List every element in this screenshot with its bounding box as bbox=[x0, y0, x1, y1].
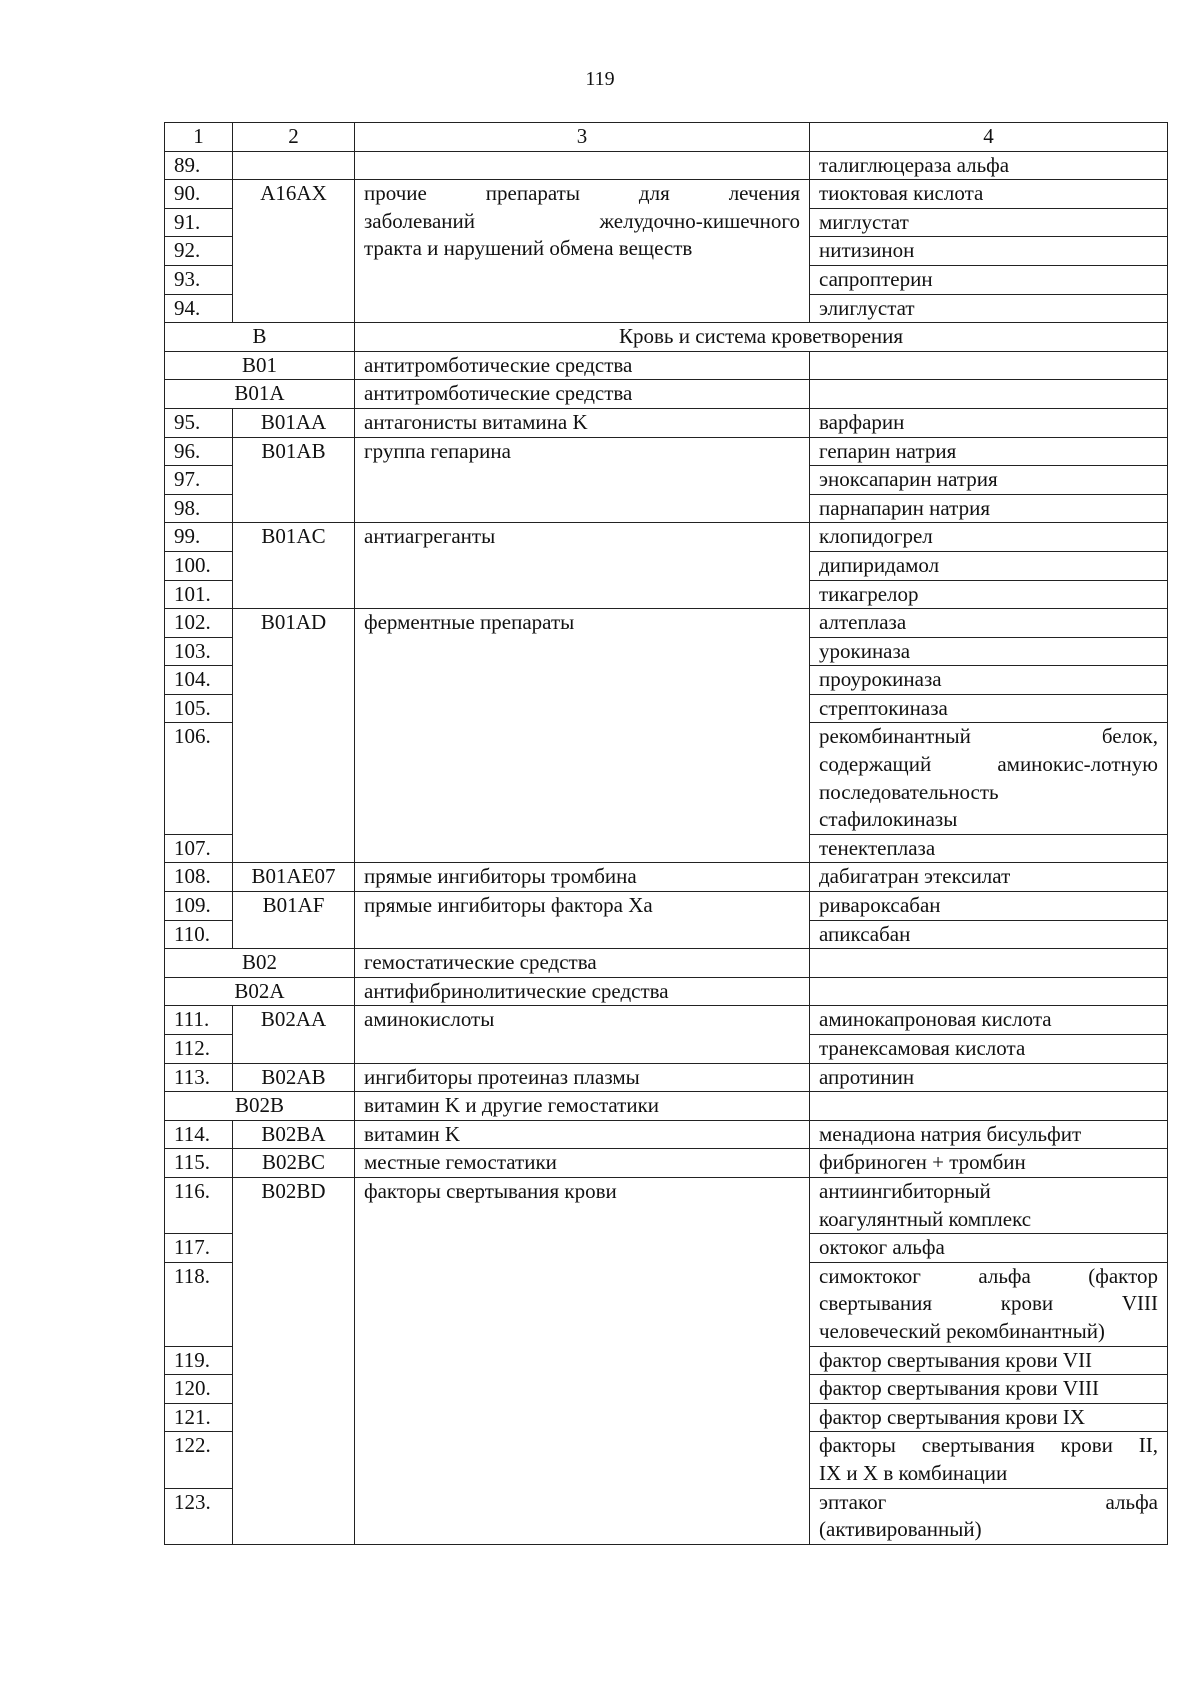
drug-name: эноксапарин натрия bbox=[810, 466, 1168, 495]
col-header-1: 1 bbox=[165, 123, 233, 152]
drug-name: фактор свертывания крови VIII bbox=[810, 1375, 1168, 1404]
row-number: 112. bbox=[165, 1035, 233, 1064]
drug-name: транексамовая кислота bbox=[810, 1035, 1168, 1064]
drug-name-line: последовательность bbox=[819, 779, 999, 804]
table-row bbox=[165, 1063, 1168, 1092]
drug-name: нитизинон bbox=[810, 237, 1168, 266]
drug-name: фибриноген + тромбин bbox=[810, 1149, 1168, 1178]
table-row bbox=[165, 180, 1168, 209]
group-row bbox=[165, 977, 1168, 1006]
group-description-line: заболеваний желудочно-кишечного bbox=[364, 208, 800, 233]
table-row bbox=[165, 437, 1168, 466]
atc-code: B02B bbox=[165, 1092, 355, 1121]
row-number: 115. bbox=[165, 1149, 233, 1178]
drug-name: талиглюцераза альфа bbox=[810, 151, 1168, 180]
row-number: 108. bbox=[165, 863, 233, 892]
drug-name: аминокапроновая кислота bbox=[810, 1006, 1168, 1035]
row-number: 111. bbox=[165, 1006, 233, 1035]
group-description bbox=[355, 151, 810, 180]
drug-name-line: коагулянтный комплекс bbox=[819, 1206, 1032, 1231]
atc-code: B01AD bbox=[233, 609, 355, 863]
row-number: 109. bbox=[165, 892, 233, 921]
row-number: 116. bbox=[165, 1177, 233, 1233]
row-number: 107. bbox=[165, 834, 233, 863]
drug-name: стрептокиназа bbox=[810, 694, 1168, 723]
group-description-line: тракта и нарушений обмена веществ bbox=[364, 236, 693, 261]
atc-code: B01AE07 bbox=[233, 863, 355, 892]
drug-name: апротинин bbox=[810, 1063, 1168, 1092]
group-description: антифибринолитические средства bbox=[355, 977, 810, 1006]
group-description: ферментные препараты bbox=[355, 609, 810, 863]
atc-code bbox=[233, 151, 355, 180]
drug-name bbox=[810, 351, 1168, 380]
group-row bbox=[165, 949, 1168, 978]
drug-name-line: (активированный) bbox=[819, 1517, 982, 1542]
group-description bbox=[355, 180, 810, 323]
group-description: прямые ингибиторы тромбина bbox=[355, 863, 810, 892]
group-description: прямые ингибиторы фактора Xa bbox=[355, 892, 810, 949]
row-number: 93. bbox=[165, 265, 233, 294]
atc-code: B02BD bbox=[233, 1177, 355, 1544]
drug-name-line: человеческий рекомбинантный) bbox=[819, 1318, 1105, 1343]
drug-name: варфарин bbox=[810, 408, 1168, 437]
row-number: 91. bbox=[165, 208, 233, 237]
row-number: 118. bbox=[165, 1262, 233, 1346]
drug-name: тенектеплаза bbox=[810, 834, 1168, 863]
group-description: антагонисты витамина K bbox=[355, 408, 810, 437]
drug-table bbox=[164, 122, 1168, 1545]
section-code: В bbox=[165, 323, 355, 352]
row-number: 90. bbox=[165, 180, 233, 209]
page-number: 119 bbox=[585, 68, 615, 90]
table-row bbox=[165, 1006, 1168, 1035]
drug-name: дабигатран этексилат bbox=[810, 863, 1168, 892]
drug-name bbox=[810, 1432, 1168, 1488]
drug-name: алтеплаза bbox=[810, 609, 1168, 638]
col-header-3: 3 bbox=[355, 123, 810, 152]
drug-name: клопидогрел bbox=[810, 523, 1168, 552]
drug-name: ривароксабан bbox=[810, 892, 1168, 921]
drug-name bbox=[810, 723, 1168, 834]
drug-name bbox=[810, 1092, 1168, 1121]
row-number: 110. bbox=[165, 920, 233, 949]
group-row bbox=[165, 380, 1168, 409]
atc-code: B01AF bbox=[233, 892, 355, 949]
atc-code: B02AB bbox=[233, 1063, 355, 1092]
drug-name: фактор свертывания крови VII bbox=[810, 1346, 1168, 1375]
col-header-4: 4 bbox=[810, 123, 1168, 152]
atc-code: B01AC bbox=[233, 523, 355, 609]
drug-name bbox=[810, 949, 1168, 978]
group-description: группа гепарина bbox=[355, 437, 810, 523]
row-number: 99. bbox=[165, 523, 233, 552]
drug-name: тикагрелор bbox=[810, 580, 1168, 609]
row-number: 114. bbox=[165, 1120, 233, 1149]
table-row bbox=[165, 1177, 1168, 1233]
atc-code: B02BC bbox=[233, 1149, 355, 1178]
table-row bbox=[165, 1120, 1168, 1149]
atc-code: B02A bbox=[165, 977, 355, 1006]
group-description: гемостатические средства bbox=[355, 949, 810, 978]
atc-code: B01A bbox=[165, 380, 355, 409]
drug-name: тиоктовая кислота bbox=[810, 180, 1168, 209]
drug-name: урокиназа bbox=[810, 637, 1168, 666]
group-description: факторы свертывания крови bbox=[355, 1177, 810, 1544]
col-header-2: 2 bbox=[233, 123, 355, 152]
section-row bbox=[165, 323, 1168, 352]
drug-name-line: IX и X в комбинации bbox=[819, 1460, 1008, 1485]
drug-name-line: стафилокиназы bbox=[819, 807, 958, 832]
group-description: местные гемостатики bbox=[355, 1149, 810, 1178]
group-row bbox=[165, 1092, 1168, 1121]
table-row bbox=[165, 863, 1168, 892]
drug-name: проурокиназа bbox=[810, 666, 1168, 695]
row-number: 103. bbox=[165, 637, 233, 666]
drug-name: гепарин натрия bbox=[810, 437, 1168, 466]
row-number: 100. bbox=[165, 551, 233, 580]
atc-code: B02 bbox=[165, 949, 355, 978]
section-title: Кровь и система кроветворения bbox=[355, 323, 1168, 352]
atc-code: A16AX bbox=[233, 180, 355, 323]
drug-name: октоког альфа bbox=[810, 1234, 1168, 1263]
table-row bbox=[165, 408, 1168, 437]
row-number: 94. bbox=[165, 294, 233, 323]
row-number: 97. bbox=[165, 466, 233, 495]
atc-code: B01AA bbox=[233, 408, 355, 437]
drug-name bbox=[810, 1262, 1168, 1346]
drug-name-line: свертывания крови VIII bbox=[819, 1291, 1158, 1316]
row-number: 96. bbox=[165, 437, 233, 466]
group-description: витамин K и другие гемостатики bbox=[355, 1092, 810, 1121]
row-number: 106. bbox=[165, 723, 233, 834]
drug-name: дипиридамол bbox=[810, 551, 1168, 580]
group-description: антитромботические средства bbox=[355, 351, 810, 380]
drug-name bbox=[810, 380, 1168, 409]
row-number: 117. bbox=[165, 1234, 233, 1263]
group-description: витамин K bbox=[355, 1120, 810, 1149]
drug-name: фактор свертывания крови IX bbox=[810, 1403, 1168, 1432]
table-row bbox=[165, 523, 1168, 552]
drug-name: сапроптерин bbox=[810, 265, 1168, 294]
row-number: 89. bbox=[165, 151, 233, 180]
group-description: антиагреганты bbox=[355, 523, 810, 609]
table-row bbox=[165, 1149, 1168, 1178]
drug-name bbox=[810, 977, 1168, 1006]
table-row bbox=[165, 609, 1168, 638]
row-number: 95. bbox=[165, 408, 233, 437]
atc-code: B02AA bbox=[233, 1006, 355, 1063]
table-row bbox=[165, 151, 1168, 180]
drug-name-line: эптаког альфа bbox=[819, 1489, 1158, 1514]
drug-name: миглустат bbox=[810, 208, 1168, 237]
drug-name: апиксабан bbox=[810, 920, 1168, 949]
row-number: 113. bbox=[165, 1063, 233, 1092]
drug-name-line: антиингибиторный bbox=[819, 1178, 991, 1203]
drug-name-line: симоктоког альфа (фактор bbox=[819, 1263, 1158, 1288]
row-number: 105. bbox=[165, 694, 233, 723]
drug-name: парнапарин натрия bbox=[810, 494, 1168, 523]
drug-name bbox=[810, 1177, 1168, 1233]
drug-name bbox=[810, 1488, 1168, 1544]
table-header-row bbox=[165, 123, 1168, 152]
drug-name: менадиона натрия бисульфит bbox=[810, 1120, 1168, 1149]
group-row bbox=[165, 351, 1168, 380]
atc-code: B01AB bbox=[233, 437, 355, 523]
group-description: антитромботические средства bbox=[355, 380, 810, 409]
table-row bbox=[165, 892, 1168, 921]
row-number: 122. bbox=[165, 1432, 233, 1488]
row-number: 102. bbox=[165, 609, 233, 638]
row-number: 121. bbox=[165, 1403, 233, 1432]
drug-name-line: содержащий аминокис-лотную bbox=[819, 752, 1158, 777]
row-number: 101. bbox=[165, 580, 233, 609]
row-number: 92. bbox=[165, 237, 233, 266]
drug-name: элиглустат bbox=[810, 294, 1168, 323]
atc-code: B01 bbox=[165, 351, 355, 380]
group-description: аминокислоты bbox=[355, 1006, 810, 1063]
row-number: 120. bbox=[165, 1375, 233, 1404]
row-number: 98. bbox=[165, 494, 233, 523]
row-number: 119. bbox=[165, 1346, 233, 1375]
row-number: 104. bbox=[165, 666, 233, 695]
atc-code: B02BA bbox=[233, 1120, 355, 1149]
group-description-line: прочие препараты для лечения bbox=[364, 181, 800, 206]
group-description: ингибиторы протеиназ плазмы bbox=[355, 1063, 810, 1092]
row-number: 123. bbox=[165, 1488, 233, 1544]
drug-name-line: факторы свертывания крови II, bbox=[819, 1433, 1158, 1458]
drug-name-line: рекомбинантный белок, bbox=[819, 724, 1158, 749]
